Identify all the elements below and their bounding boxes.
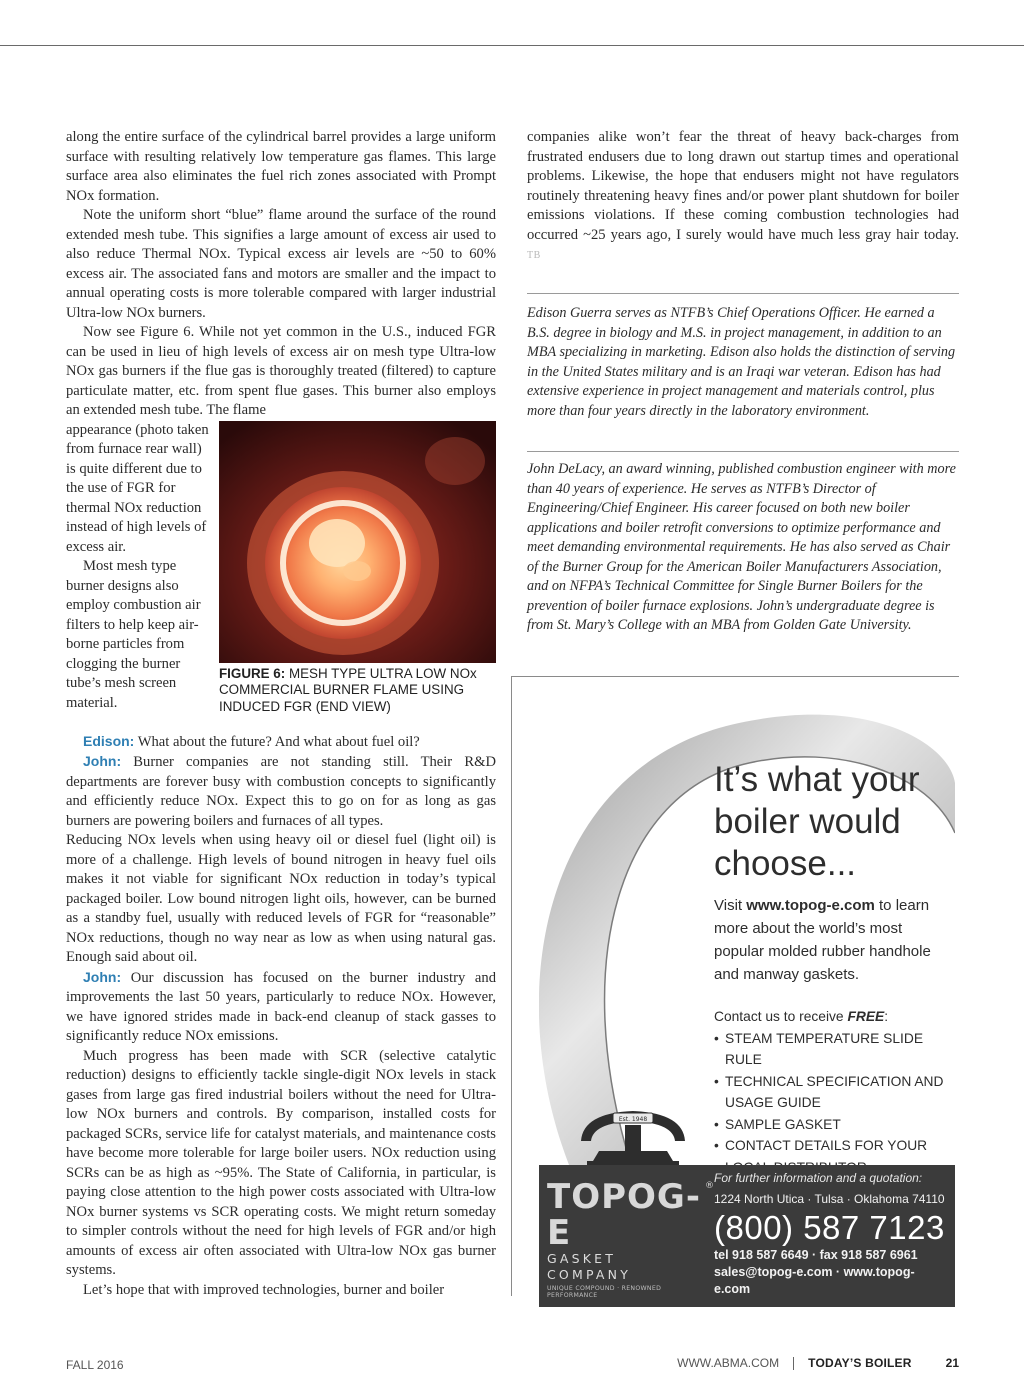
ad-phone[interactable]: (800) 587 7123: [714, 1209, 945, 1246]
list-item: • CONTACT DETAILS FOR YOUR: [714, 1135, 944, 1178]
list-item: • STEAM TEMPERATURE SLIDE RULE: [714, 1028, 944, 1071]
paragraph: along the entire surface of the cylindrical barrel provides a large uniform surface with resulting relatively low temperature gas flames. This large surface area also eliminates the fuel rich zones associated with Prompt NOx formation.: [66, 129, 496, 204]
figure-6-photo: [219, 421, 496, 663]
ad-further-info: For further information and a quotation:: [714, 1171, 923, 1185]
paragraph: Reducing NOx levels when using heavy oil or diesel fuel (light oil) is more of a challenge. High levels of bound nitrogen in heavy fuel oils makes it not viable for significant NOx reduction in today’s typical packaged boiler. Low bound nitrogen light oils, however, can be burned as a standby fuel, usually with reduced levels of FGR for “reasonable” NOx reductions, though no way near as low as when using natural gas. Enough said about oil.: [66, 832, 496, 965]
ad-free: FREE: [847, 1009, 885, 1024]
figure-label: FIGURE 6:: [219, 665, 286, 681]
speaker-john: John:: [83, 753, 122, 769]
paragraph: What about the future? And what about fuel oil?: [134, 733, 420, 750]
paragraph: appearance (photo taken from furnace rear wall) is quite different due to the use of FGR for thermal NOx reduction instead of high levels of excess air.: [66, 421, 209, 555]
right-column: [527, 128, 959, 266]
bio-divider: [527, 293, 959, 294]
left-column: [66, 128, 496, 1300]
ad-contact-band: [539, 1165, 955, 1307]
figure-6-caption: [219, 666, 496, 716]
footer-site[interactable]: WWW.ABMA.COM: [677, 1356, 780, 1370]
paragraph: Much progress has been made with SCR (selective catalytic reduction) designs to efficiently tackle single-digit NOx levels in stack gases from large gas fired industrial boilers without the need for Ultra-low NOx burners and controls. By comparison, installed costs for packaged SCRs, service life for catalyst materials, and maintenance costs have become more tolerable for large boiler users. NOx reduction using SCRs can be as high as ~95%. The State of California, in particular, is paying close attention to the high power costs associated with Ultra-low NOx burner systems vs SCR operating costs. We might return someday to simpler controls without the need for high levels of FGR and/or high amounts of excess air often associated with Ultra-low NOx gas burner systems.: [66, 1047, 496, 1278]
footer-magazine: TODAY’S BOILER: [808, 1356, 912, 1370]
company-name: GASKET COMPANY: [547, 1251, 632, 1282]
bio-divider: [527, 451, 959, 452]
logo-emblem-icon: [563, 1103, 703, 1173]
ad-offer-list: [714, 1028, 944, 1179]
ad-contact-info: [714, 1165, 949, 1298]
footer-issue: FALL 2016: [66, 1358, 124, 1372]
ad-address: 1224 North Utica · Tulsa · Oklahoma 74110: [714, 1192, 945, 1206]
figure-wrap: [66, 421, 496, 732]
bio-edison: Edison Guerra serves as NTFB’s Chief Operations Officer. He earned a B.S. degree in biology and M.S. in project management, in addition to an MBA specializing in marketing. Edison also holds the distinction of serving in the United States military and is an Iraqi war veteran. Edison has had extensive experience in project management and materials control, plus more than four years directly in the laboratory environment.: [527, 305, 956, 419]
footer-separator: [793, 1357, 794, 1370]
paragraph: companies alike won’t fear the threat of heavy back-charges from frustrated endusers due to long drawn out startup times and operational problems. Likewise, the hope that endusers might not have regulators routinely threatening heavy fines and/or power plant shutdown for boiler emissions violations. If these coming combustion technologies had occurred ~25 years ago, I surely would have much less gray hair today.: [527, 129, 959, 243]
footer-right: [677, 1356, 959, 1370]
figure-caption-text: MESH TYPE ULTRA LOW NOx COMMERCIAL BURNER FLAME USING INDUCED FGR (END VIEW): [219, 665, 477, 714]
paragraph: Let’s hope that with improved technologies, burner and boiler: [83, 1281, 445, 1298]
ad-headline: It’s what your boiler would choose...: [714, 760, 920, 883]
bio-john: John DeLacy, an award winning, published combustion engineer with more than 40 years of experience. He serves as NTFB’s Director of Engineering/Chief Engineer. His career focused on both new boiler applications and boiler retrofit conversions to optimize performance and meet demanding environmental requirements. He has also served as Chair of the Burner Group for the American Boiler Manufacturers Association, and on NFPA’s Technical Committee for Single Burner Boilers for the prevention of boiler furnace explosions. John’s undergraduate degree is from St. Mary’s College with an MBA from Golden Gate University.: [527, 461, 956, 633]
ad-visit-text: Visit www.topog-e.com to learn more about the world’s most popular molded rubber handhole and manway gaskets.: [714, 897, 931, 983]
paragraph: Note the uniform short “blue” flame around the surface of the round extended mesh tube. This signifies a large amount of excess air used to also reduce Thermal NOx. Typical excess air levels are ~50 to 60% excess air. The associated fans and motors are smaller and the impact to annual operating costs is more tolerable compared with larger industrial Ultra-low NOx burners.: [66, 207, 496, 321]
company-tagline: UNIQUE COMPOUND · RENOWNED PERFORMANCE: [547, 1285, 662, 1299]
svg-text:Est. 1948: Est. 1948: [618, 1116, 648, 1123]
narrow-text: [66, 421, 211, 714]
paragraph: Most mesh type burner designs also employ combustion air filters to help keep air-borne particles from clogging the burner tube’s mesh screen material.: [66, 558, 201, 711]
speaker-edison: Edison:: [83, 732, 135, 749]
ad-email-web[interactable]: sales@topog-e.com · www.topog-e.com: [714, 1265, 915, 1296]
ad-visit-url[interactable]: www.topog-e.com: [746, 897, 875, 914]
list-item: • SAMPLE GASKET: [714, 1114, 944, 1136]
top-rule: [0, 45, 1024, 46]
registered-mark: ®: [705, 1181, 714, 1191]
paragraph: Burner companies are not standing still. Their R&D departments are forever busy with combustion concepts to significantly and efficiently reduce NOx. Expect this to go on for as long as gas burners are powering boilers and furnaces of all types.: [66, 754, 496, 829]
speaker-john: John:: [83, 968, 122, 985]
topog-e-advertisement: [539, 683, 955, 1307]
paragraph: Now see Figure 6. While not yet common in the U.S., induced FGR can be used in lieu of high levels of excess air on mesh type Ultra-low NOx gas burners if the flue gas is thoroughly treated (filtered) to capture particulate matter, etc. from spent flue gases. This burner also employs an extended mesh tube. The flame: [66, 324, 496, 418]
topog-e-logo: [547, 1177, 714, 1299]
end-mark: TB: [527, 250, 541, 261]
ad-contact: Contact us to receive FREE: • STEAM TEMPERATURE SLIDE RULE • TECHNICAL SPECIFICATION AND USAGE GUIDE • SAMPLE GASKET • CONTACT DETAILS FOR YOUR: [714, 1006, 944, 1178]
brand-name: TOPOG-E: [547, 1177, 701, 1253]
page-number: 21: [945, 1356, 959, 1370]
list-item: • TECHNICAL SPECIFICATION AND USAGE GUIDE: [714, 1071, 944, 1114]
ad-tel-fax: tel 918 587 6649 · fax 918 587 6961: [714, 1248, 918, 1262]
paragraph: Our discussion has focused on the burner industry and improvements the last 50 years, particularly to reduce NOx. However, we have ignored strides made in back-end cleanup of stack gasses to significantly reduce NOx emissions.: [66, 969, 496, 1044]
